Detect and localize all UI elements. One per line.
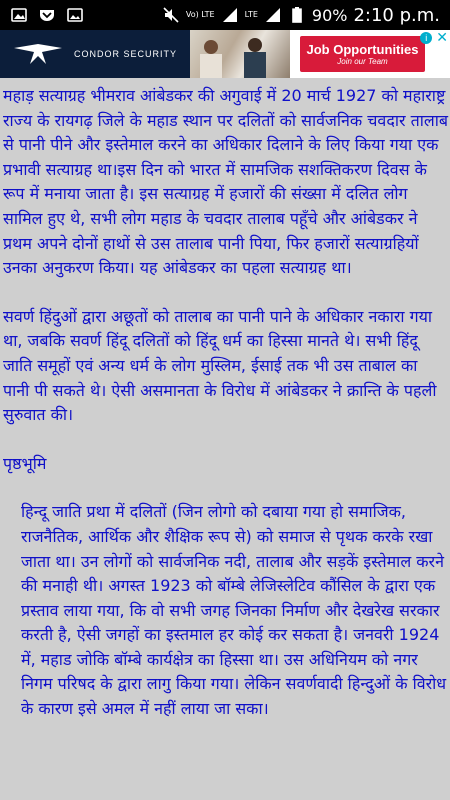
status-bar xyxy=(0,0,450,30)
ad-info-icon[interactable]: i xyxy=(420,32,432,44)
ad-choices[interactable] xyxy=(420,32,448,44)
ad-cta-title: Job Opportunities xyxy=(306,42,419,57)
ad-brand[interactable] xyxy=(0,30,190,78)
ad-cta-button[interactable] xyxy=(300,36,425,72)
article-paragraph-3: हिन्दू जाति प्रथा में दलितों (जिन लोगो को दबाया गया हो समाजिक, राजनैतिक, आर्थिक और शैक्षिक रूप से) को समाज से पृथक करके रखा जाता था। उन लोगों को सार्वजनिक नदी, तालाब और सड़कें इस्तेमाल करने की मनाही थी। अगस्त 1923 को बॉम्बे लेजिस्लेटिव कौंसिल के द्वारा एक प्रस्ताव लाया गया, कि वो सभी जगह जिनका निर्माण और देखरेख सरकार करती है, ऐसी जगहों का इस्तमाल हर कोई कर सकता है। जनवरी 1924 में, महाड जोकि बॉम्बे कार्यक्षेत्र का हिस्सा था। उस अधिनियम को नगर निगम परिषद के द्वारा लागु किया गया। लेकिन सवर्णवादी हिन्दुओं के विरोध के कारण इसे अमल में नहीं लाया जा सका। xyxy=(21,502,447,719)
mute-icon xyxy=(162,7,180,23)
ad-banner[interactable] xyxy=(0,30,450,78)
signal-icon xyxy=(221,7,239,23)
section-heading: पृष्ठभूमि xyxy=(3,453,47,473)
clock: 2:10 p.m. xyxy=(353,4,440,26)
volte-icon: Vo) LTE xyxy=(185,10,215,19)
article-paragraph-2: सवर्ण हिंदुओं द्वारा अछूतों को तालाब का पानी पाने के अधिकार नकारा गया था, जबकि सवर्ण हिंदू दलितों को हिंदू धर्म का हिस्सा मानते थे। सभी हिंदू जाति समूहों एवं अन्य धर्म के लोग मुस्लिम, ईसाई तक भी उस ताबाल का पानी पी सकते थे। ऐसी असमानता के विरोध में आंबेडकर ने क्रान्ति के पहली सुरुवात की। xyxy=(3,306,437,425)
system-indicators xyxy=(162,5,450,26)
ad-close-icon[interactable]: ✕ xyxy=(436,30,448,46)
ad-photo[interactable] xyxy=(190,30,290,78)
ad-company-name: CONDOR SECURITY xyxy=(74,49,178,59)
signal-icon-2 xyxy=(264,7,282,23)
ad-cta-subtitle: Join our Team xyxy=(337,57,388,66)
condor-logo-icon xyxy=(10,38,66,70)
article-paragraph-1: महाड़ सत्याग्रह भीमराव आंबेडकर की अगुवाई में 20 मार्च 1927 को महाराष्ट्र राज्य के रायगढ़ जिले के महाड स्थान पर दलितों को सार्वजनिक चवदार तालाब से पानी पीने और इस्तेमाल करने का अधिकार दिलाने के लिए किया गया एक प्रभावी सत्याग्रह था।इस दिन को भारत में सामजिक सशक्तिकरण दिवस के रूप में मनाया जाता है। इस सत्याग्रह में हजारों की संख्सा में दलित लोग सामिल हुए थे, सभी लोग महाड के चवदार तालाब पहूँचे और आंबेडकर ने प्रथम अपने दोनों हाथों से उस तालाब पानी पिया, फिर हजारों सत्याग्रहियों उनका अनुकरण किया। यह आंबेडकर का पहला सत्याग्रह था। xyxy=(3,86,448,278)
gallery-icon xyxy=(66,7,84,23)
battery-icon xyxy=(288,7,306,23)
notification-pocket-icon xyxy=(38,7,56,23)
notification-photo-icon xyxy=(10,7,28,23)
notification-icons xyxy=(0,7,84,23)
lte-icon: LTE xyxy=(244,10,258,19)
article-body xyxy=(3,84,448,746)
battery-percent: 90% xyxy=(311,5,348,25)
